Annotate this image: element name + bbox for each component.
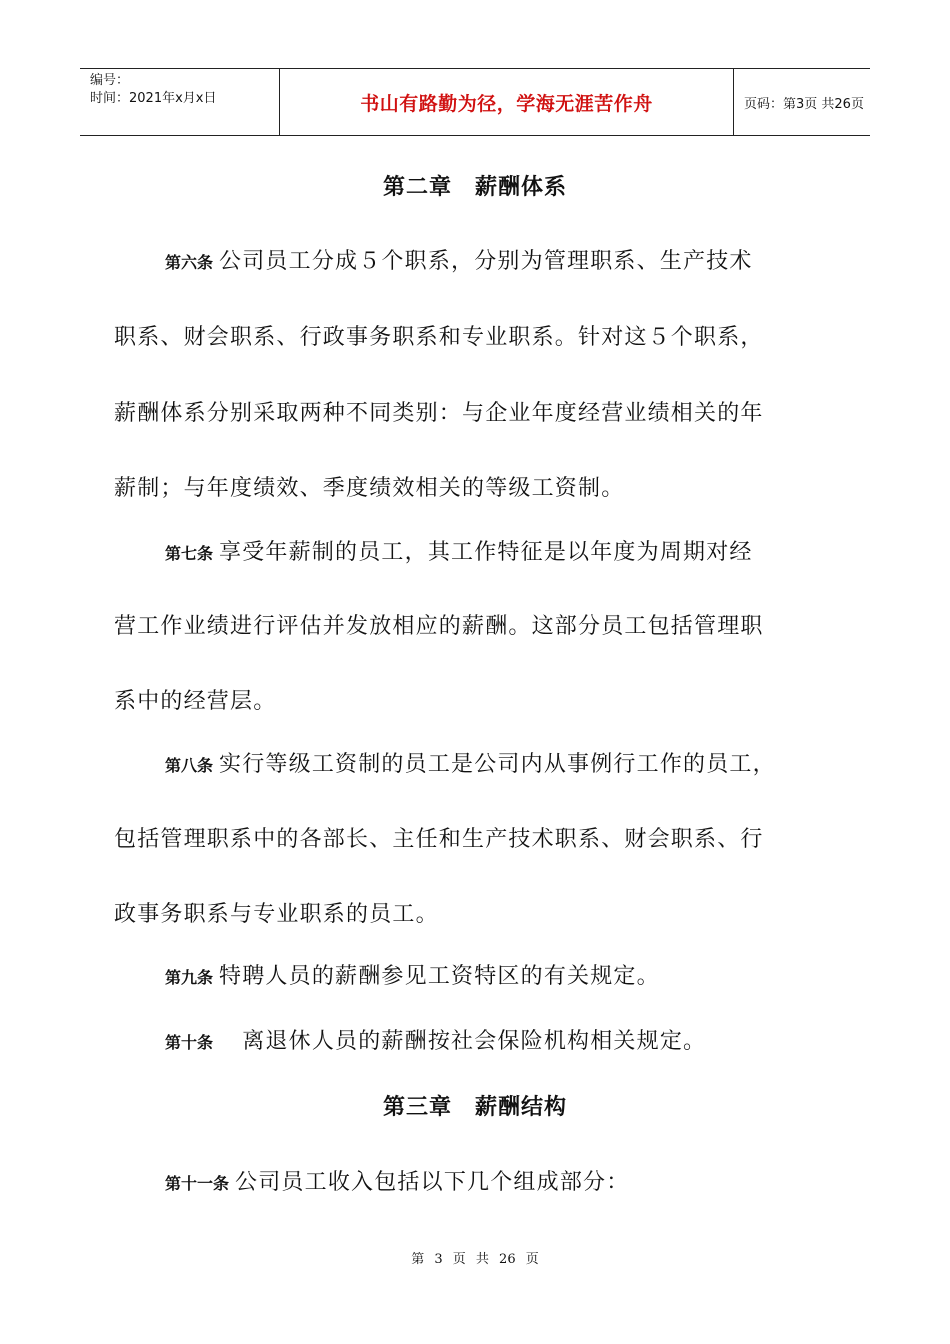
- chapter-2-title: 第二章 薪酬体系: [382, 175, 567, 200]
- article-7-label: 第七条: [165, 544, 214, 563]
- page-footer: 第 3 页 共 26 页: [411, 1252, 539, 1267]
- article-6-line-3: 薪酬体系分别采取两种不同类别：与企业年度经营业绩相关的年: [114, 401, 764, 426]
- article-8-line-1: 第八条 实行等级工资制的员工是公司内从事例行工作的员工，: [165, 752, 776, 777]
- number-label: 编号：: [90, 73, 130, 88]
- document-header: [80, 68, 870, 136]
- article-9-label: 第九条: [165, 968, 214, 987]
- article-10-label: 第十条: [165, 1033, 214, 1052]
- article-7-line-2: 营工作业绩进行评估并发放相应的薪酬。这部分员工包括管理职: [114, 614, 764, 639]
- header-motto: 书山有路勤为径，学海无涯苦作舟: [280, 69, 734, 135]
- article-8-line-2: 包括管理职系中的各部长、主任和生产技术职系、财会职系、行: [114, 827, 764, 852]
- article-6-line-1: 第六条 公司员工分成５个职系，分别为管理职系、生产技术: [165, 249, 753, 274]
- article-6-line-4: 薪制；与年度绩效、季度绩效相关的等级工资制。: [114, 476, 625, 501]
- article-7-line-1: 第七条 享受年薪制的员工，其工作特征是以年度为周期对经: [165, 540, 753, 565]
- article-9: 第九条 特聘人员的薪酬参见工资特区的有关规定。: [165, 964, 660, 989]
- article-11-label: 第十一条: [165, 1174, 230, 1193]
- article-7-line-3: 系中的经营层。: [114, 689, 277, 714]
- time-label: 时间：2021年x月x日: [90, 91, 217, 106]
- article-8-label: 第八条: [165, 756, 214, 775]
- article-6-line-2: 职系、财会职系、行政事务职系和专业职系。针对这５个职系，: [114, 325, 764, 350]
- article-10: 第十条 离退休人员的薪酬按社会保险机构相关规定。: [165, 1029, 707, 1054]
- article-8-line-3: 政事务职系与专业职系的员工。: [114, 902, 439, 927]
- header-meta-cell: [80, 69, 280, 135]
- article-11: 第十一条 公司员工收入包括以下几个组成部分：: [165, 1170, 630, 1195]
- article-6-label: 第六条: [165, 253, 214, 272]
- chapter-3-title: 第三章 薪酬结构: [382, 1095, 567, 1120]
- header-page-info: 页码：第3页 共26页: [744, 96, 864, 112]
